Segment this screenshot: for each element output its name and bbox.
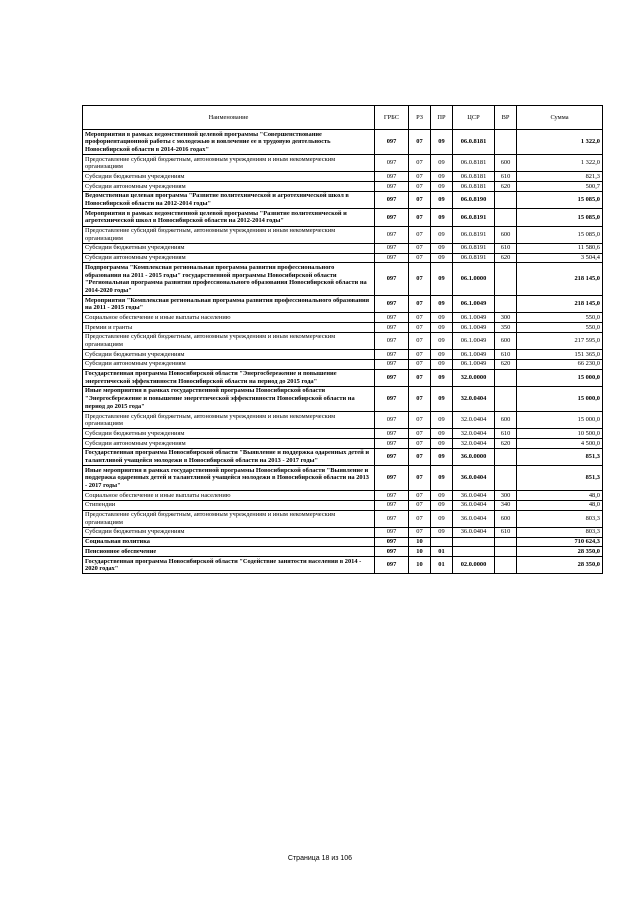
cell-grbs: 097 [375,527,409,537]
cell-grbs: 097 [375,130,409,155]
cell-sum: 48,0 [517,491,603,501]
cell-csr: 06.1.0049 [453,350,495,360]
cell-grbs: 097 [375,439,409,449]
cell-sum: 15 000,0 [517,412,603,429]
cell-sum: 1 322,0 [517,155,603,172]
cell-vr: 610 [495,350,517,360]
cell-sum: 15 085,0 [517,191,603,208]
cell-vr [495,466,517,491]
cell-rz: 07 [409,243,431,253]
header-name: Наименование [83,106,375,130]
cell-vr: 610 [495,527,517,537]
cell-csr: 36.0.0404 [453,510,495,527]
cell-sum: 11 580,6 [517,243,603,253]
cell-sum: 1 322,0 [517,130,603,155]
cell-grbs: 097 [375,369,409,386]
cell-csr: 06.0.8181 [453,155,495,172]
cell-vr: 350 [495,323,517,333]
cell-rz: 07 [409,182,431,192]
cell-vr: 600 [495,226,517,243]
cell-pr: 09 [431,323,453,333]
cell-sum: 15 000,0 [517,386,603,411]
header-rz: РЗ [409,106,431,130]
cell-vr [495,448,517,465]
cell-sum: 710 624,3 [517,537,603,547]
cell-grbs: 097 [375,350,409,360]
table-row [83,557,603,574]
cell-grbs: 097 [375,313,409,323]
cell-rz: 07 [409,500,431,510]
cell-vr: 600 [495,510,517,527]
cell-csr: 36.0.0404 [453,500,495,510]
table-row [83,439,603,449]
cell-vr: 620 [495,439,517,449]
cell-sum: 550,0 [517,313,603,323]
cell-sum: 851,3 [517,466,603,491]
cell-rz: 07 [409,263,431,296]
cell-vr [495,263,517,296]
cell-name: Мероприятия "Комплексная региональная программа развития профессионального образования на 2011 - 2015 годы" [83,296,375,313]
cell-rz: 07 [409,130,431,155]
cell-pr: 09 [431,243,453,253]
cell-rz: 07 [409,155,431,172]
cell-pr: 09 [431,412,453,429]
cell-grbs: 097 [375,332,409,349]
table-row [83,313,603,323]
cell-rz: 07 [409,332,431,349]
cell-vr: 620 [495,253,517,263]
cell-grbs: 097 [375,263,409,296]
cell-vr [495,537,517,547]
cell-vr: 620 [495,359,517,369]
cell-pr: 01 [431,557,453,574]
cell-vr [495,557,517,574]
cell-rz: 07 [409,369,431,386]
cell-sum: 218 145,0 [517,263,603,296]
cell-grbs: 097 [375,547,409,557]
cell-rz: 07 [409,172,431,182]
cell-name: Предоставление субсидий бюджетным, автономным учреждениям и иным некоммерческим организациям [83,412,375,429]
cell-csr: 06.0.8181 [453,182,495,192]
table-row [83,296,603,313]
cell-pr: 09 [431,191,453,208]
cell-pr: 09 [431,350,453,360]
cell-name: Субсидии автономным учреждениям [83,439,375,449]
table-row [83,491,603,501]
table-row [83,253,603,263]
cell-sum: 550,0 [517,323,603,333]
cell-name: Субсидии автономным учреждениям [83,182,375,192]
cell-vr [495,547,517,557]
cell-csr: 36.0.0404 [453,466,495,491]
cell-pr: 09 [431,130,453,155]
cell-rz: 07 [409,429,431,439]
cell-sum: 10 500,0 [517,429,603,439]
cell-name: Субсидии бюджетным учреждениям [83,350,375,360]
cell-rz: 10 [409,547,431,557]
cell-sum: 3 504,4 [517,253,603,263]
cell-pr: 09 [431,209,453,226]
table-row [83,448,603,465]
cell-sum: 15 085,0 [517,226,603,243]
cell-name: Субсидии бюджетным учреждениям [83,527,375,537]
cell-name: Социальная политика [83,537,375,547]
cell-grbs: 097 [375,182,409,192]
cell-grbs: 097 [375,253,409,263]
cell-vr: 340 [495,500,517,510]
table-row [83,510,603,527]
cell-name: Субсидии бюджетным учреждениям [83,172,375,182]
cell-pr: 09 [431,359,453,369]
header-grbs: ГРБС [375,106,409,130]
cell-rz: 07 [409,191,431,208]
cell-grbs: 097 [375,359,409,369]
cell-csr: 06.0.8190 [453,191,495,208]
table-row [83,527,603,537]
cell-vr: 610 [495,243,517,253]
cell-csr: 36.0.0000 [453,448,495,465]
cell-rz: 10 [409,537,431,547]
cell-csr: 32.0.0404 [453,429,495,439]
cell-pr: 09 [431,510,453,527]
cell-pr: 09 [431,182,453,192]
cell-vr [495,130,517,155]
cell-vr: 300 [495,491,517,501]
table-row [83,226,603,243]
cell-rz: 07 [409,448,431,465]
cell-csr: 06.0.8181 [453,130,495,155]
cell-grbs: 097 [375,466,409,491]
cell-rz: 07 [409,350,431,360]
cell-name: Премии и гранты [83,323,375,333]
table-row [83,466,603,491]
cell-pr: 09 [431,500,453,510]
table-row [83,182,603,192]
cell-pr: 09 [431,263,453,296]
cell-sum: 66 230,0 [517,359,603,369]
table-row [83,369,603,386]
table-row [83,537,603,547]
cell-name: Предоставление субсидий бюджетным, автономным учреждениям и иным некоммерческим организациям [83,510,375,527]
cell-vr: 620 [495,182,517,192]
table-row [83,155,603,172]
cell-csr: 32.0.0404 [453,412,495,429]
cell-name: Социальное обеспечение и иные выплаты населению [83,313,375,323]
table-row [83,209,603,226]
cell-grbs: 097 [375,296,409,313]
cell-grbs: 097 [375,412,409,429]
cell-pr: 09 [431,429,453,439]
cell-name: Иные мероприятия в рамках государственной программы Новосибирской области "Энергосбережение и повышение энергетической эффективности Новосибирской области на период до 2015 года" [83,386,375,411]
cell-grbs: 097 [375,537,409,547]
table-row [83,386,603,411]
cell-vr [495,296,517,313]
cell-name: Предоставление субсидий бюджетным, автономным учреждениям и иным некоммерческим организациям [83,332,375,349]
table-row [83,350,603,360]
cell-name: Субсидии автономным учреждениям [83,359,375,369]
cell-grbs: 097 [375,500,409,510]
cell-csr: 06.1.0049 [453,323,495,333]
table-body [83,130,603,574]
cell-sum: 218 145,0 [517,296,603,313]
cell-vr: 600 [495,155,517,172]
cell-sum: 15 085,0 [517,209,603,226]
cell-csr: 32.0.0404 [453,439,495,449]
cell-grbs: 097 [375,172,409,182]
cell-name: Государственная программа Новосибирской области "Энергосбережение и повышение энергетической эффективности Новосибирской области на период до 2015 года" [83,369,375,386]
cell-sum: 500,7 [517,182,603,192]
cell-name: Стипендии [83,500,375,510]
table-row [83,323,603,333]
cell-name: Мероприятия в рамках ведомственной целевой программы "Развитие политехнической и агротехнической школ в Новосибирской области на 2012-2014 годы" [83,209,375,226]
cell-rz: 07 [409,510,431,527]
cell-csr: 02.0.0000 [453,557,495,574]
cell-sum: 803,3 [517,527,603,537]
cell-grbs: 097 [375,429,409,439]
cell-pr [431,537,453,547]
cell-pr: 01 [431,547,453,557]
cell-rz: 07 [409,386,431,411]
cell-name: Мероприятия в рамках ведомственной целевой программы "Совершенствование профориентационной работы с молодежью и вовлечение ее в трудовую деятельность Новосибирской области в 2014-2016 годах" [83,130,375,155]
table-row [83,130,603,155]
cell-csr [453,547,495,557]
cell-pr: 09 [431,226,453,243]
cell-csr: 06.0.8191 [453,243,495,253]
table-row [83,547,603,557]
cell-csr: 06.1.0000 [453,263,495,296]
cell-sum: 851,3 [517,448,603,465]
cell-name: Государственная программа Новосибирской области "Выявление и поддержка одаренных детей и талантливой учащейся молодежи в Новосибирской области на 2013 - 2017 годы" [83,448,375,465]
cell-grbs: 097 [375,209,409,226]
cell-sum: 28 350,0 [517,547,603,557]
table-row [83,412,603,429]
cell-pr: 09 [431,332,453,349]
header-pr: ПР [431,106,453,130]
cell-rz: 07 [409,527,431,537]
cell-sum: 803,3 [517,510,603,527]
cell-rz: 07 [409,466,431,491]
cell-rz: 07 [409,323,431,333]
cell-name: Предоставление субсидий бюджетным, автономным учреждениям и иным некоммерческим организациям [83,155,375,172]
cell-pr: 09 [431,439,453,449]
table-row [83,332,603,349]
cell-pr: 09 [431,466,453,491]
cell-vr: 610 [495,172,517,182]
cell-pr: 09 [431,313,453,323]
table-row [83,172,603,182]
cell-sum: 48,0 [517,500,603,510]
cell-vr [495,209,517,226]
cell-grbs: 097 [375,557,409,574]
cell-grbs: 097 [375,491,409,501]
cell-vr: 600 [495,332,517,349]
cell-vr [495,191,517,208]
cell-grbs: 097 [375,155,409,172]
cell-name: Подпрограмма "Комплексная региональная программа развития профессионального образования на 2011 - 2015 годы" государственной программы Новосибирской области "Региональная программа развития профессионального образования Новосибирской области на 2014-2020 годы" [83,263,375,296]
table-header-row [83,106,603,130]
cell-name: Субсидии бюджетным учреждениям [83,243,375,253]
cell-name: Иные мероприятия в рамках государственной программы Новосибирской области "Выявление и поддержка одаренных детей и талантливой учащейся молодежи в Новосибирской области на 2013 - 2017 годы" [83,466,375,491]
table-row [83,429,603,439]
table-row [83,191,603,208]
cell-pr: 09 [431,527,453,537]
cell-name: Ведомственная целевая программа "Развитие политехнической и агротехнической школ в Новосибирской области на 2012-2014 годы" [83,191,375,208]
cell-vr: 600 [495,412,517,429]
cell-pr: 09 [431,253,453,263]
table-row [83,243,603,253]
table-row [83,263,603,296]
cell-name: Государственная программа Новосибирской области "Содействие занятости населения в 2014 - 2020 годах" [83,557,375,574]
table-row [83,500,603,510]
cell-sum: 4 500,0 [517,439,603,449]
cell-rz: 10 [409,557,431,574]
cell-sum: 151 365,0 [517,350,603,360]
cell-pr: 09 [431,172,453,182]
cell-grbs: 097 [375,226,409,243]
cell-grbs: 097 [375,243,409,253]
cell-vr: 610 [495,429,517,439]
cell-rz: 07 [409,253,431,263]
cell-rz: 07 [409,439,431,449]
cell-pr: 09 [431,369,453,386]
cell-pr: 09 [431,296,453,313]
cell-grbs: 097 [375,191,409,208]
cell-sum: 821,3 [517,172,603,182]
header-sum: Сумма [517,106,603,130]
budget-table [82,105,603,574]
cell-grbs: 097 [375,510,409,527]
cell-name: Предоставление субсидий бюджетным, автономным учреждениям и иным некоммерческим организациям [83,226,375,243]
cell-rz: 07 [409,491,431,501]
cell-csr: 06.0.8191 [453,226,495,243]
cell-csr: 06.1.0049 [453,296,495,313]
cell-name: Социальное обеспечение и иные выплаты населению [83,491,375,501]
cell-csr: 06.0.8191 [453,209,495,226]
cell-pr: 09 [431,155,453,172]
cell-name: Субсидии автономным учреждениям [83,253,375,263]
cell-csr: 06.0.8191 [453,253,495,263]
cell-csr: 32.0.0404 [453,386,495,411]
cell-grbs: 097 [375,386,409,411]
cell-grbs: 097 [375,323,409,333]
cell-vr [495,386,517,411]
cell-sum: 15 000,0 [517,369,603,386]
cell-name: Пенсионное обеспечение [83,547,375,557]
cell-csr: 06.1.0049 [453,359,495,369]
cell-rz: 07 [409,209,431,226]
cell-rz: 07 [409,226,431,243]
cell-csr: 36.0.0404 [453,491,495,501]
cell-pr: 09 [431,448,453,465]
cell-rz: 07 [409,313,431,323]
cell-pr: 09 [431,491,453,501]
cell-sum: 217 595,0 [517,332,603,349]
cell-csr: 36.0.0404 [453,527,495,537]
header-csr: ЦСР [453,106,495,130]
cell-csr: 06.1.0049 [453,332,495,349]
cell-name: Субсидии бюджетным учреждениям [83,429,375,439]
cell-csr: 06.1.0049 [453,313,495,323]
cell-csr: 06.0.8181 [453,172,495,182]
cell-vr: 300 [495,313,517,323]
table-row [83,359,603,369]
cell-grbs: 097 [375,448,409,465]
cell-csr [453,537,495,547]
cell-pr: 09 [431,386,453,411]
header-vr: ВР [495,106,517,130]
cell-vr [495,369,517,386]
page-number: Страница 18 из 106 [287,855,353,862]
cell-csr: 32.0.0000 [453,369,495,386]
cell-sum: 28 350,0 [517,557,603,574]
cell-rz: 07 [409,359,431,369]
cell-rz: 07 [409,296,431,313]
cell-rz: 07 [409,412,431,429]
